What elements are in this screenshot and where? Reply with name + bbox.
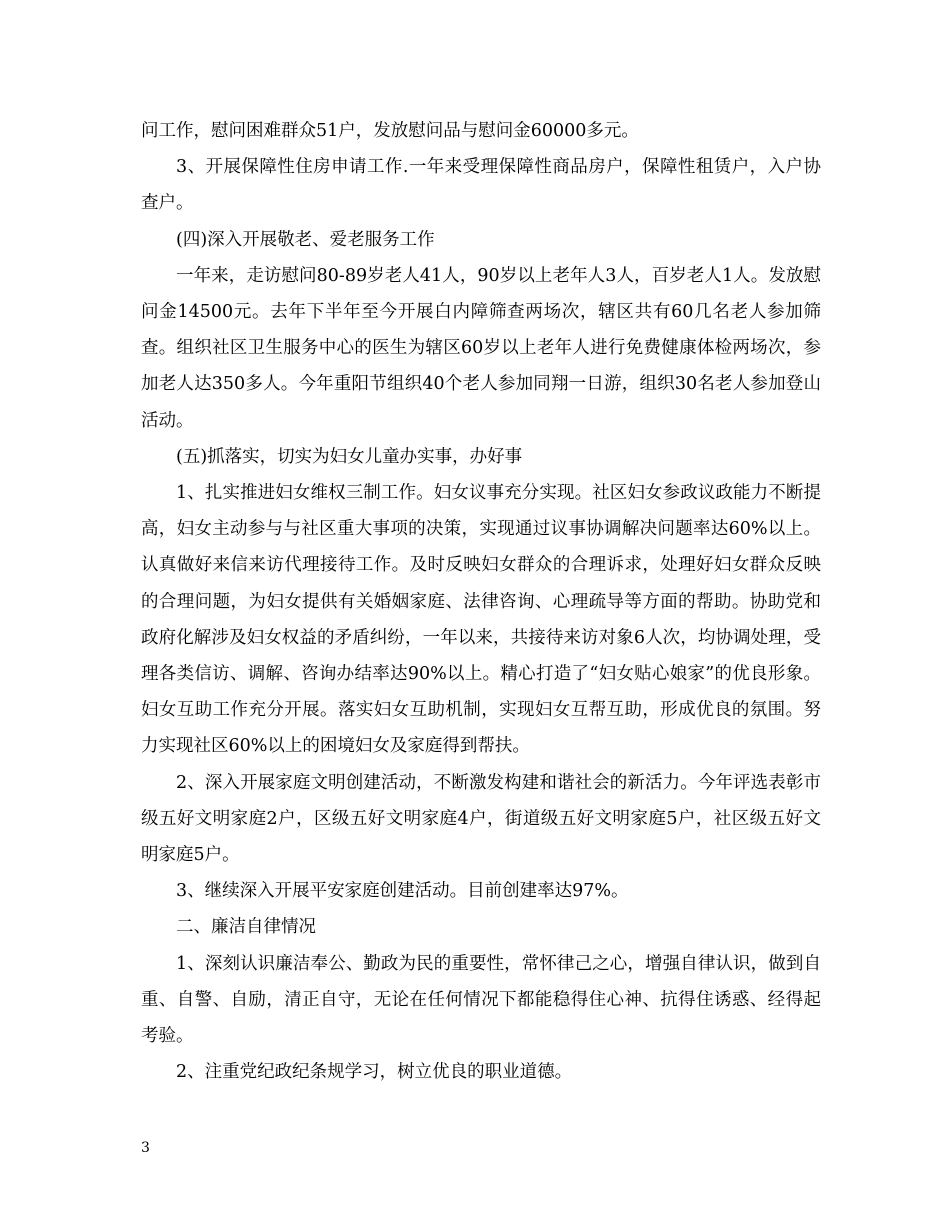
- section-heading-integrity: 二、廉洁自律情况: [176, 917, 316, 938]
- paragraph-integrity-1: 1、深刻认识廉洁奉公、勤政为民的重要性，常怀律己之心，增强自律认识，做到自重、自警、自励，清正自守，无论在任何情况下都能稳得住心神、抗得住诱惑、经得起考验。: [141, 953, 821, 1047]
- paragraph-1: 问工作，慰问困难群众51户，发放慰问品与慰问金60000多元。: [141, 121, 639, 141]
- page-number: 3: [141, 1140, 150, 1156]
- paragraph-integrity-2: 2、注重党纪政纪条规学习，树立优良的职业道德。: [176, 1062, 573, 1083]
- paragraph-elderly-service: 一年来，走访慰问80-89岁老人41人，90岁以上老年人3人，百岁老人1人。发放慰问金14500元。去年下半年至今开展白内障筛查两场次，辖区共有60几名老人参加筛查。组织社区卫生服务中心的医生为辖区60岁以上老年人进行免费健康体检两场次，参加老人达350多人。今年重阳节组织40个老人参加同翔一日游，组织30名老人参加登山活动。: [141, 265, 821, 431]
- section-heading-5: (五)抓落实，切实为妇女儿童办实事，办好事: [176, 446, 523, 467]
- paragraph-women-rights: 1、扎实推进妇女维权三制工作。妇女议事充分实现。社区妇女参政议政能力不断提高，妇女主动参与与社区重大事项的决策，实现通过议事协调解决问题率达60%以上。认真做好来信来访代理接待工作。及时反映妇女群众的合理诉求，处理好妇女群众反映的合理问题，为妇女提供有关婚姻家庭、法律咨询、心理疏导等方面的帮助。协助党和政府化解涉及妇女权益的矛盾纠纷，一年以来，共接待来访对象6人次，均协调处理，受理各类信访、调解、咨询办结率达90%以上。精心打造了“妇女贴心娘家”的优良形象。妇女互助工作充分开展。落实妇女互助机制，实现妇女互帮互助，形成优良的氛围。努力实现社区60%以上的困境妇女及家庭得到帮扶。: [141, 483, 821, 757]
- paragraph-2: 3、开展保障性住房申请工作.一年来受理保障性商品房户，保障性租赁户，入户协查户。: [141, 157, 821, 214]
- paragraph-safe-family: 3、继续深入开展平安家庭创建活动。目前创建率达97%。: [176, 881, 629, 902]
- document-body: [141, 113, 821, 1090]
- section-heading-4: (四)深入开展敬老、爱老服务工作: [176, 229, 435, 250]
- paragraph-family-civilization: 2、深入开展家庭文明创建活动，不断激发构建和谐社会的新活力。今年评选表彰市级五好文明家庭2户，区级五好文明家庭4户，街道级五好文明家庭5户，社区级五好文明家庭5户。: [141, 772, 821, 866]
